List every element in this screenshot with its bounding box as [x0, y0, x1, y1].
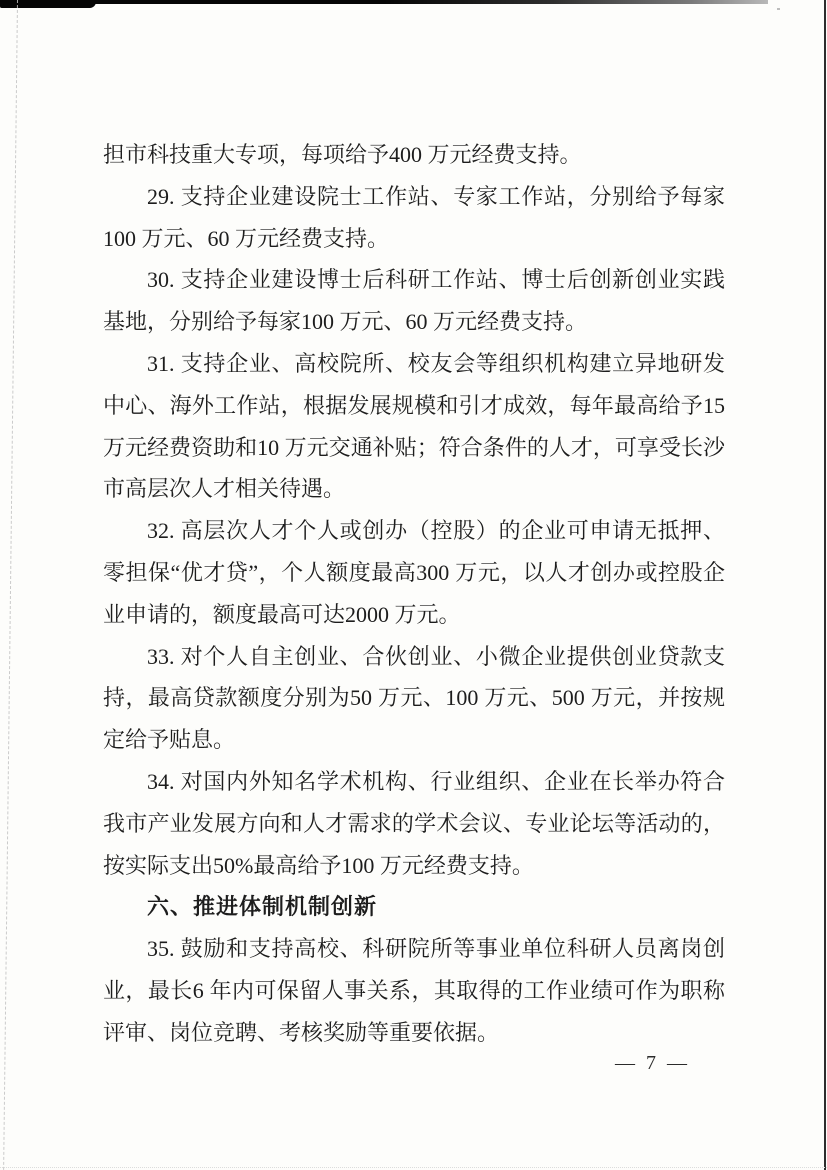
- paragraph-1: 29. 支持企业建设院士工作站、专家工作站，分别给予每家100 万元、60 万元经费支持。: [103, 183, 725, 251]
- scan-top-left-blob-artifact: [0, 0, 96, 8]
- scan-bottom-edge-artifact: [0, 1167, 827, 1168]
- section-heading: 六、推进体制机制创新: [147, 894, 378, 920]
- paragraph-8: 35. 鼓励和支持高校、科研院所等事业单位科研人员离岗创业，最长6 年内可保留人事关系，其取得的工作业绩可作为职称评审、岗位竞聘、考核奖励等重要依据。: [103, 936, 725, 1045]
- document-body: [103, 134, 725, 1054]
- scan-right-edge-line: [824, 0, 826, 1170]
- page-number: — 7 —: [615, 1052, 690, 1074]
- scan-left-crease-line: [3, 0, 18, 1170]
- paragraph-5: 33. 对个人自主创业、合伙创业、小微企业提供创业贷款支持，最高贷款额度分别为50 万元、100 万元、500 万元，并按规定给予贴息。: [103, 643, 725, 753]
- paragraph-2: 30. 支持企业建设博士后科研工作站、博士后创新创业实践基地，分别给予每家100 万元、60 万元经费支持。: [103, 267, 725, 335]
- paragraph-0: 担市科技重大专项，每项给予400 万元经费支持。: [103, 142, 582, 167]
- paragraph-6: 34. 对国内外知名学术机构、行业组织、企业在长举办符合我市产业发展方向和人才需求的学术会议、专业论坛等活动的，按实际支出50%最高给予100 万元经费支持。: [103, 768, 725, 878]
- paragraph-3: 31. 支持企业、高校院所、校友会等组织机构建立异地研发中心、海外工作站，根据发展规模和引才成效，每年最高给予15 万元经费资助和10 万元交通补贴；符合条件的人才，可享受长沙市高层次人才相关待遇。: [103, 350, 725, 502]
- scan-top-edge-artifact: [0, 0, 768, 4]
- paragraph-4: 32. 高层次人才个人或创办（控股）的企业可申请无抵押、零担保“优才贷”，个人额度最高300 万元，以人才创办或控股企业申请的，额度最高可达2000 万元。: [103, 518, 725, 627]
- scan-speck-artifact: [777, 8, 780, 10]
